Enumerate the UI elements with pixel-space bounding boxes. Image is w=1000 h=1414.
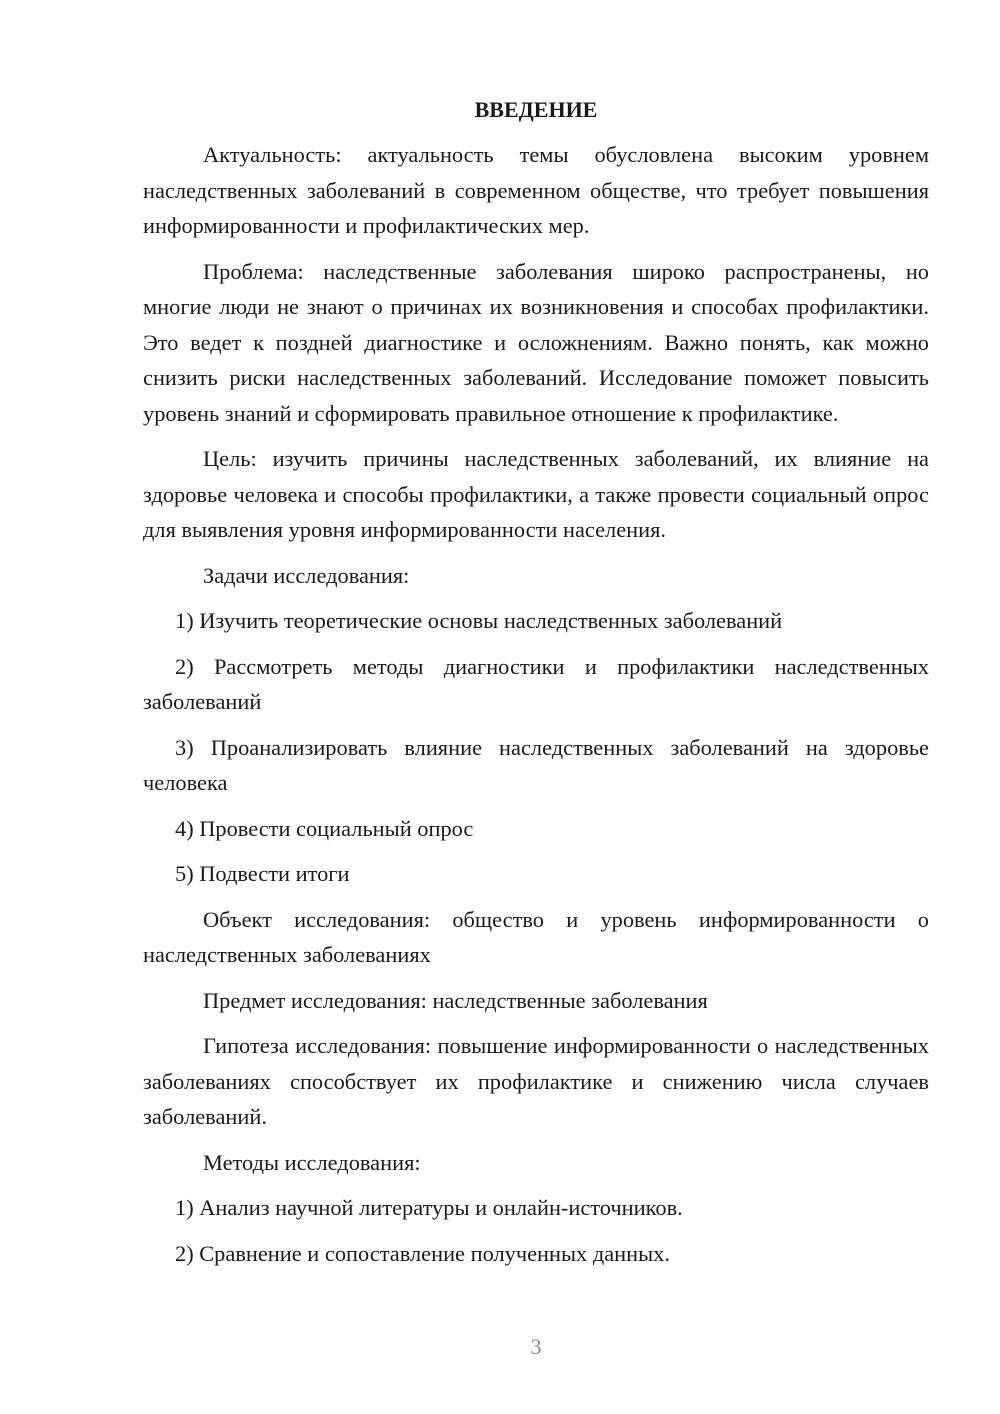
document-page xyxy=(143,92,929,1281)
task-item-4: 4) Провести социальный опрос xyxy=(175,815,474,841)
task-item-2: 2) Рассмотреть методы диагностики и профилактики наследственных заболеваний xyxy=(143,653,929,714)
hypothesis-paragraph: Гипотеза исследования: повышение информированности о наследственных заболеваниях способствует их профилактике и снижению числа случаев заболеваний. xyxy=(143,1033,929,1129)
task-item-3: 3) Проанализировать влияние наследственных заболеваний на здоровье человека xyxy=(143,734,929,795)
problem-paragraph: Проблема: наследственные заболевания широко распространены, но многие люди не знают о причинах их возникновения и способах профилактики. Это ведет к поздней диагностике и осложнениям. Важно понять, как можно снизить риски наследственных заболеваний. Исследование поможет повысить уровень знаний и сформировать правильное отношение к профилактике. xyxy=(143,258,929,426)
task-item-1: 1) Изучить теоретические основы наследственных заболеваний xyxy=(175,608,783,633)
page-title: ВВЕДЕНИЕ xyxy=(474,97,598,122)
method-item-2: 2) Сравнение и сопоставление полученных данных. xyxy=(175,1240,670,1266)
page-number: 3 xyxy=(530,1334,542,1359)
task-item-5: 5) Подвести итоги xyxy=(175,861,350,886)
methods-heading: Методы исследования: xyxy=(203,1149,421,1175)
object-paragraph: Объект исследования: общество и уровень информированности о наследственных заболеваниях xyxy=(143,906,929,967)
subject-paragraph: Предмет исследования: наследственные заболевания xyxy=(203,987,708,1013)
relevance-paragraph: Актуальность: актуальность темы обусловлена высоким уровнем наследственных заболеваний в современном обществе, что требует повышения информированности и профилактических мер. xyxy=(143,142,929,238)
method-item-1: 1) Анализ научной литературы и онлайн-источников. xyxy=(175,1195,683,1220)
tasks-heading: Задачи исследования: xyxy=(203,562,410,588)
goal-paragraph: Цель: изучить причины наследственных заболеваний, их влияние на здоровье человека и способы профилактики, а также провести социальный опрос для выявления уровня информированности населения. xyxy=(143,446,929,542)
